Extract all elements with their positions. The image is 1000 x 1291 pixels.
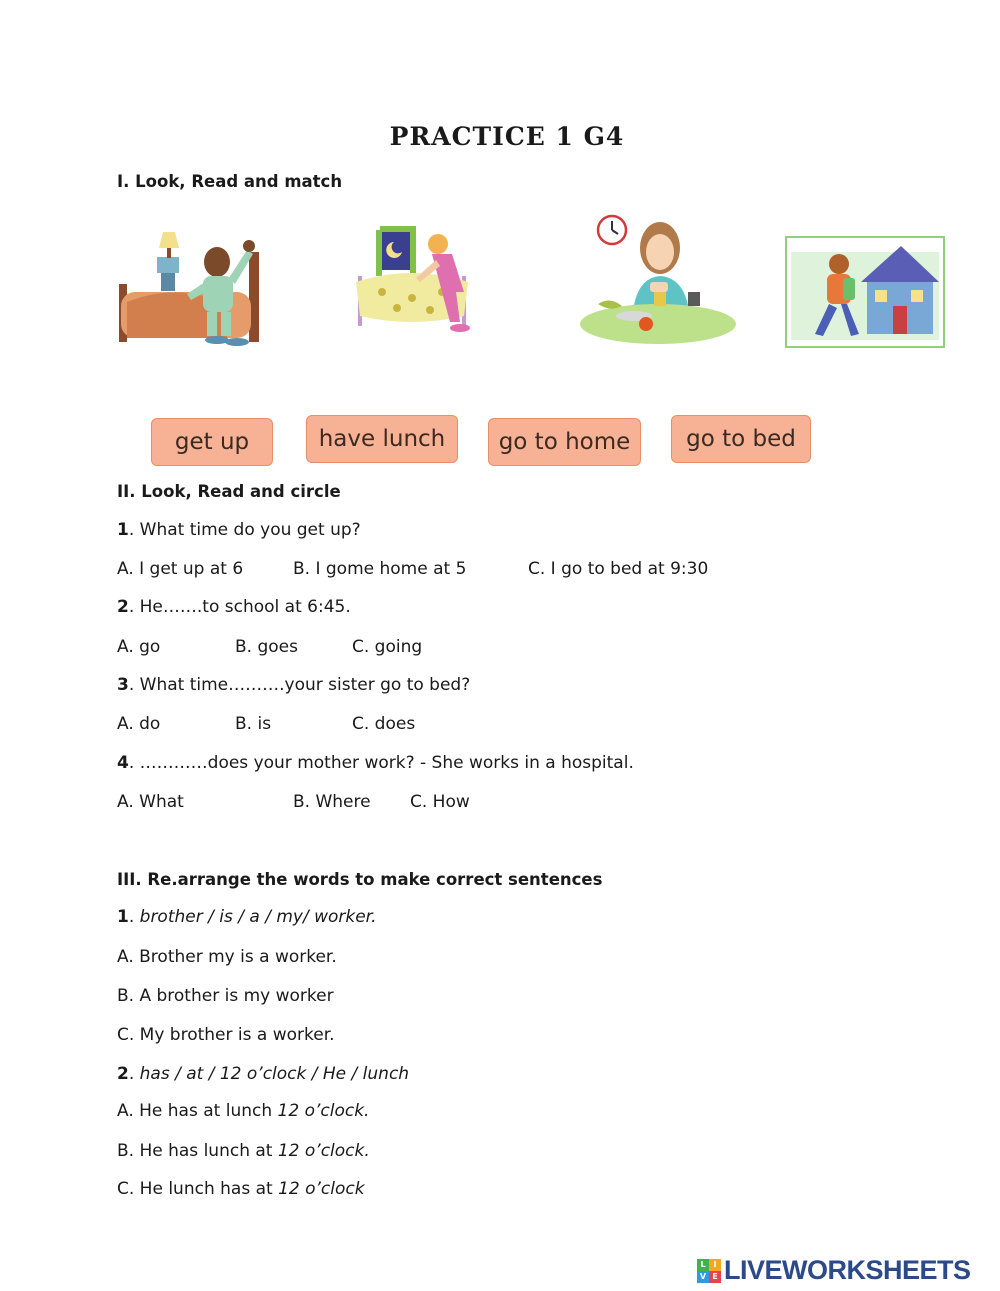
r1-option-a[interactable]: A. Brother my is a worker. (117, 947, 337, 967)
q1-option-c[interactable]: C. I go to bed at 9:30 (528, 559, 709, 579)
question-number: 4 (117, 753, 129, 773)
section-3-heading: III. Re.arrange the words to make correct sentences (117, 870, 603, 889)
section-1-heading: I. Look, Read and match (117, 172, 343, 191)
q3-option-a[interactable]: A. do (117, 714, 161, 734)
question-number: 1 (117, 520, 129, 540)
question-number: 3 (117, 675, 129, 695)
q2-option-c[interactable]: C. going (352, 637, 423, 657)
word-card-have-lunch[interactable]: have lunch (306, 415, 458, 463)
r2-option-b[interactable] (117, 1141, 370, 1161)
r2-option-c[interactable] (117, 1179, 365, 1199)
word-card-go-to-home[interactable]: go to home (488, 418, 641, 466)
item-number: 2 (117, 1064, 129, 1084)
q3-option-c[interactable]: C. does (352, 714, 416, 734)
question-text: . …………does your mother work? - She works in a hospital. (128, 753, 634, 773)
q4-option-a[interactable]: A. What (117, 792, 184, 812)
girl-going-to-bed-image (352, 212, 514, 348)
r2-option-a[interactable] (117, 1101, 369, 1121)
option-text: B. He has lunch at (117, 1141, 278, 1161)
boy-waking-up-image (117, 212, 279, 348)
badge-letter: I (709, 1259, 721, 1271)
live-badge-icon (697, 1259, 721, 1283)
question-4 (117, 753, 634, 773)
rearrange-2-prompt: 2. has / at / 12 o’clock / He / lunch (117, 1064, 410, 1084)
rearrange-1-prompt: 1. brother / is / a / my/ worker. (117, 907, 377, 927)
badge-letter: L (697, 1259, 709, 1271)
logo-text: LIVEWORKSHEETS (724, 1255, 971, 1285)
r1-option-b[interactable]: B. A brother is my worker (117, 986, 334, 1006)
prompt-text: has / at / 12 o’clock / He / lunch (139, 1064, 410, 1084)
q2-option-b[interactable]: B. goes (235, 637, 298, 657)
option-time: 12 o’clock. (277, 1141, 370, 1161)
question-number: 2 (117, 597, 129, 617)
option-time: 12 o’clock. (277, 1101, 370, 1121)
word-card-get-up[interactable]: get up (151, 418, 273, 466)
question-text: . What time……….your sister go to bed? (128, 675, 471, 695)
option-text: C. He lunch has at (117, 1179, 279, 1199)
question-text: . He…….to school at 6:45. (128, 597, 351, 617)
page-title: PRACTICE 1 G4 (389, 122, 625, 151)
liveworksheets-logo[interactable] (697, 1255, 971, 1286)
section-2-heading: II. Look, Read and circle (117, 482, 341, 501)
boy-going-home-image (785, 236, 945, 348)
q2-option-a[interactable]: A. go (117, 637, 161, 657)
option-time: 12 o’clock (278, 1179, 365, 1199)
q4-option-c[interactable]: C. How (410, 792, 470, 812)
q1-option-b[interactable]: B. I gome home at 5 (293, 559, 467, 579)
badge-letter: V (697, 1271, 709, 1283)
item-number: 1 (117, 907, 129, 927)
woman-having-lunch-image (578, 212, 740, 348)
q1-option-a[interactable]: A. I get up at 6 (117, 559, 244, 579)
q4-option-b[interactable]: B. Where (293, 792, 371, 812)
badge-letter: E (709, 1271, 721, 1283)
option-text: A. He has at lunch (117, 1101, 278, 1121)
word-card-go-to-bed[interactable]: go to bed (671, 415, 811, 463)
question-1 (117, 520, 361, 540)
question-2 (117, 597, 351, 617)
question-3 (117, 675, 470, 695)
r1-option-c[interactable]: C. My brother is a worker. (117, 1025, 335, 1045)
prompt-text: brother / is / a / my/ worker. (139, 907, 377, 927)
question-text: . What time do you get up? (128, 520, 361, 540)
q3-option-b[interactable]: B. is (235, 714, 272, 734)
